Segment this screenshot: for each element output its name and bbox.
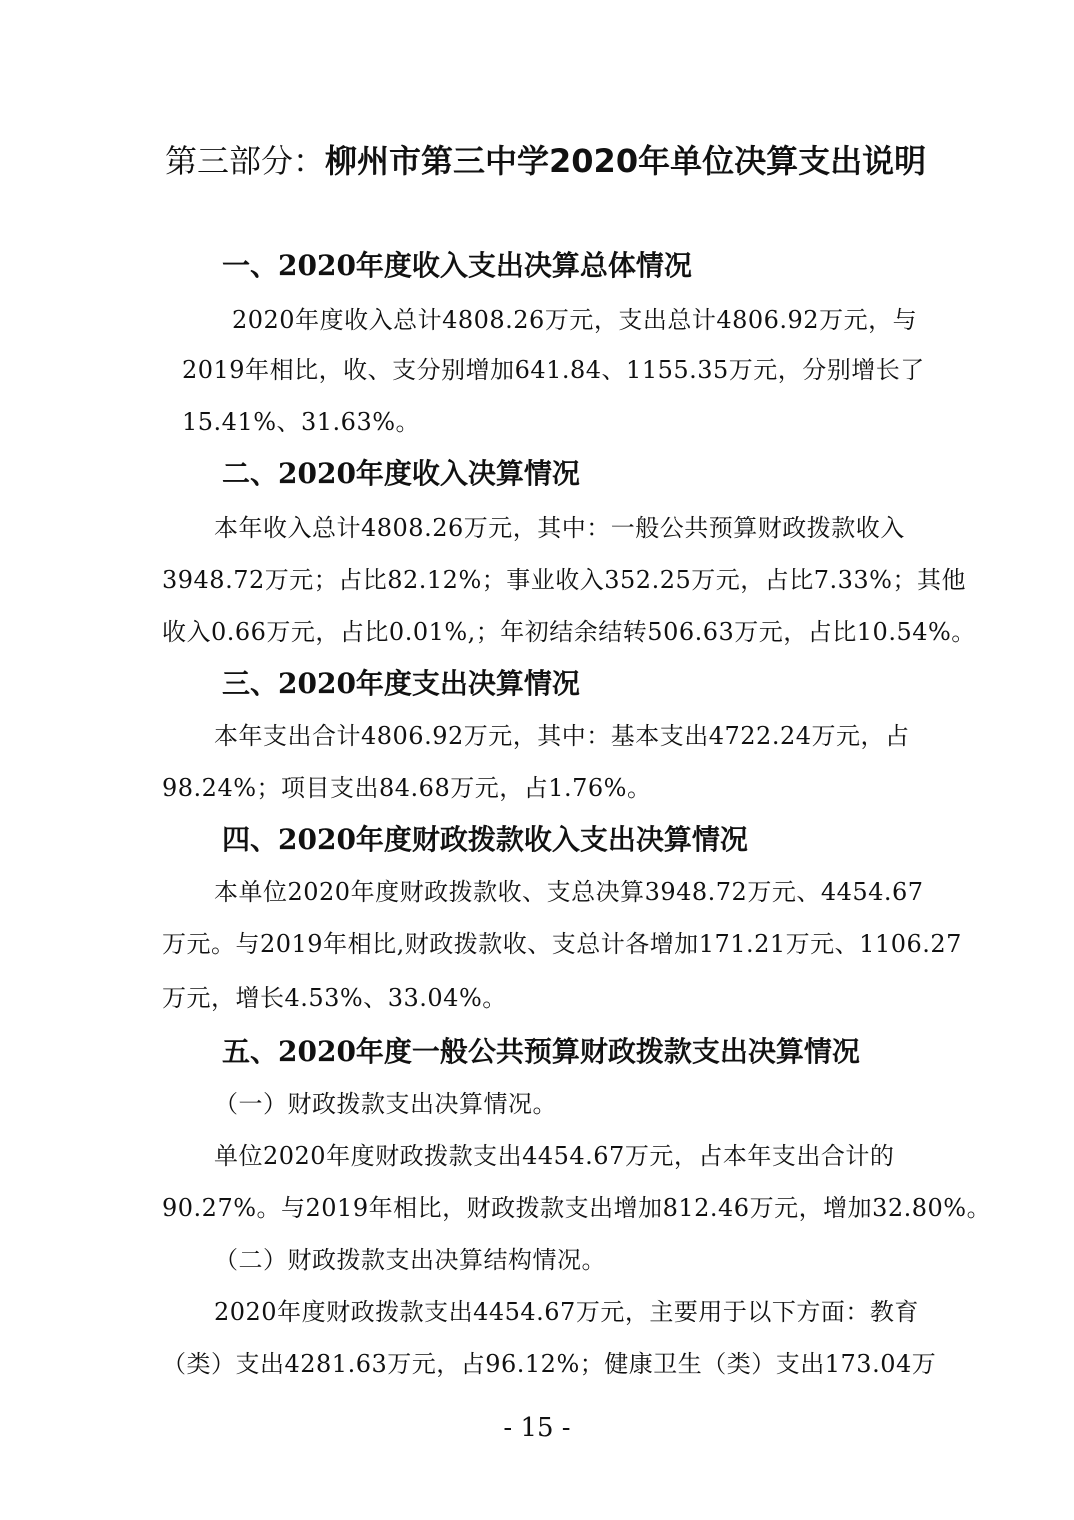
title-main: 柳州市第三中学2020年单位决算支出说明 [325,142,927,180]
paragraph-line: 2019年相比，收、支分别增加641.84、1155.35万元，分别增长了 [182,356,925,384]
paragraph-line: 98.24%；项目支出84.68万元，占1.76%。 [162,774,652,802]
paragraph-line: 3948.72万元；占比82.12%；事业收入352.25万元，占比7.33%；其他 [162,566,966,594]
paragraph-line: 本年支出合计4806.92万元，其中：基本支出4722.24万元，占 [214,722,910,750]
paragraph-line: 本单位2020年度财政拨款收、支总决算3948.72万元、4454.67 [214,878,924,906]
section-2-heading: 二、2020年度收入决算情况 [222,457,580,490]
section-4-heading: 四、2020年度财政拨款收入支出决算情况 [222,823,748,856]
paragraph-line: 15.41%、31.63%。 [182,408,421,436]
page-number: - 15 - [503,1413,571,1443]
paragraph-line: 90.27%。与2019年相比，财政拨款支出增加812.46万元，增加32.80%。 [162,1194,992,1222]
paragraph-line: （类）支出4281.63万元，占96.12%；健康卫生（类）支出173.04万 [162,1350,937,1378]
title-lead: 第三部分： [165,142,326,180]
paragraph-line: 本年收入总计4808.26万元，其中：一般公共预算财政拨款收入 [214,514,905,542]
subsection-heading: （二）财政拨款支出决算结构情况。 [214,1246,606,1274]
paragraph-line: 2020年度收入总计4808.26万元，支出总计4806.92万元，与 [232,306,918,334]
section-5-heading: 五、2020年度一般公共预算财政拨款支出决算情况 [222,1035,860,1068]
paragraph-line: 2020年度财政拨款支出4454.67万元，主要用于以下方面：教育 [214,1298,919,1326]
section-3-heading: 三、2020年度支出决算情况 [222,667,580,700]
paragraph-line: 单位2020年度财政拨款支出4454.67万元，占本年支出合计的 [214,1142,895,1170]
paragraph-line: 万元，增长4.53%、33.04%。 [162,984,507,1012]
paragraph-line: 收入0.66万元，占比0.01%,；年初结余结转506.63万元，占比10.54%。 [162,618,976,646]
subsection-heading: （一）财政拨款支出决算情况。 [214,1090,557,1118]
paragraph-line: 万元。与2019年相比,财政拨款收、支总计各增加171.21万元、1106.27 [162,930,962,958]
page-title [165,138,945,184]
section-1-heading: 一、2020年度收入支出决算总体情况 [222,249,692,282]
